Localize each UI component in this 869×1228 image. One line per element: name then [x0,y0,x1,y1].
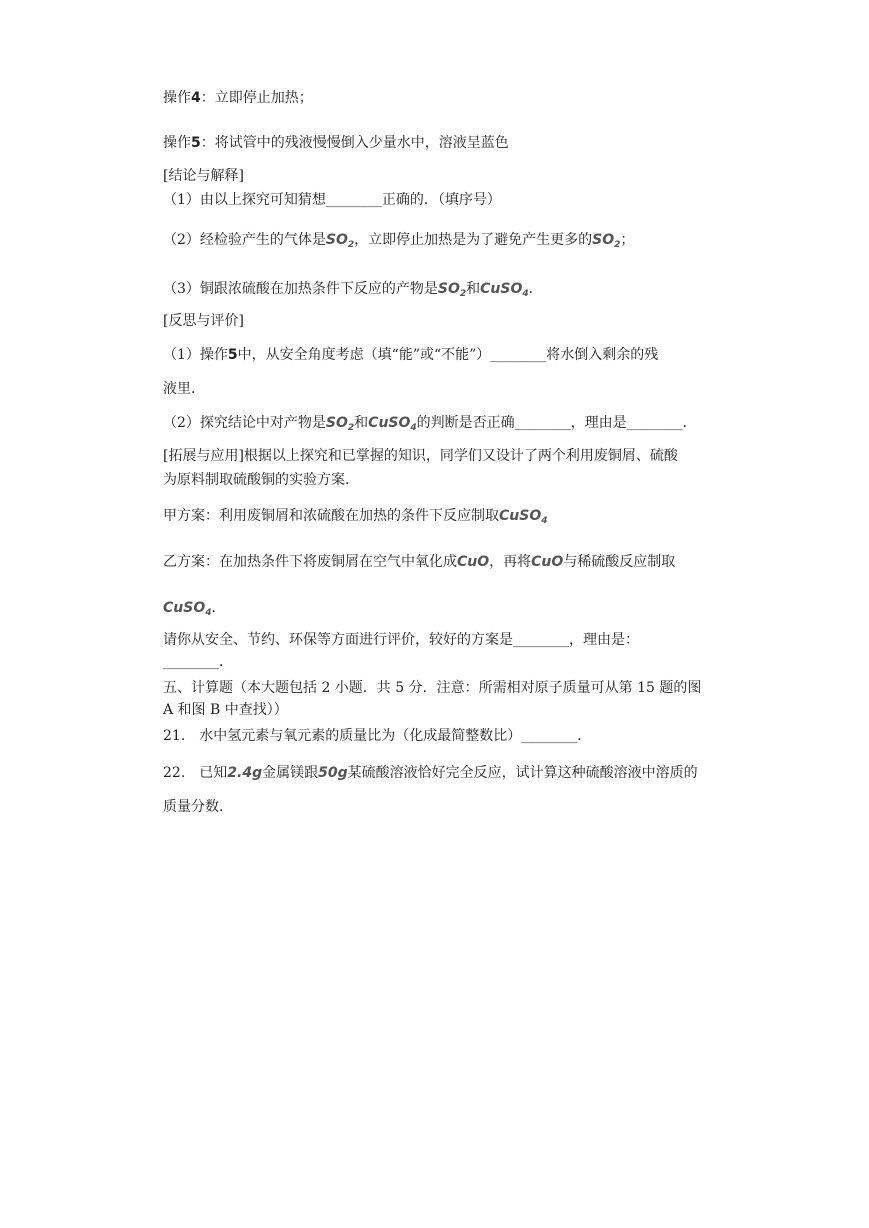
reflection-question-1-cont: 液里． [163,381,205,397]
reflection-heading: [反思与评价] [163,313,244,329]
conclusion-question-3: （3）铜跟浓硫酸在加热条件下反应的产物是$SO_2$和CuSO$_4$． [163,281,543,299]
extension-line-1: [拓展与应用]根据以上探究和已掌握的知识，同学们又设计了两个利用废铜屑、硫酸 [163,448,678,464]
operation-4: 操作4：立即停止加热； [163,90,313,106]
question-22-cont: 质量分数． [163,799,233,815]
reflection-question-2: （2）探究结论中对产物是$SO_2$和CuSO$_4$的判断是否正确________，理由是________． [163,415,697,433]
mass-magnesium: 2.4g [227,765,263,781]
plan-b-cont: CuSO$_4$． [163,600,226,618]
operation-5: 操作5：将试管中的残液慢慢倒入少量水中，溶液呈蓝色 [163,135,509,151]
formula-so2: $SO_2$ [437,281,467,299]
evaluation-blank: ________． [163,654,233,670]
plan-a: 甲方案：利用废铜屑和浓硫酸在加热的条件下反应制取CuSO$_4$ [163,508,548,526]
formula-cuso4: CuSO$_4$ [480,281,529,299]
mass-solution: 50g [318,765,348,781]
question-22: 22. 已知2.4g金属镁跟50g某硫酸溶液恰好完全反应，试计算这种硫酸溶液中溶质的 [163,765,698,781]
section-5-heading: 五、计算题（本大题包括 2 小题．共 5 分．注意：所需相对原子质量可从第 15 题的图 [163,680,702,696]
formula-cuo: CuO [457,554,490,570]
evaluation-question: 请你从安全、节约、环保等方面进行评价，较好的方案是________，理由是： [163,632,639,648]
extension-line-2: 为原料制取硫酸铜的实验方案． [163,472,359,488]
section-5-heading-cont: A 和图 B 中查找）） [163,702,288,718]
formula-cuso4: CuSO$_4$ [163,600,212,618]
formula-so2: $SO_2$ [325,232,355,250]
formula-so2: $SO_2$ [325,415,355,433]
reflection-question-1: （1）操作5中，从安全角度考虑（填“能”或“不能”）________将水倒入剩余的残 [163,347,659,363]
formula-so2: $SO_2$ [592,232,621,250]
formula-cuso4: CuSO$_4$ [499,508,548,526]
plan-b: 乙方案：在加热条件下将废铜屑在空气中氧化成CuO，再将CuO与稀硫酸反应制取 [163,554,676,570]
question-21: 21. 水中氢元素与氧元素的质量比为（化成最简整数比）________． [163,728,592,744]
formula-cuso4: CuSO$_4$ [368,415,417,433]
conclusion-question-1: （1）由以上探究可知猜想________正确的．（填序号） [163,192,501,208]
formula-cuo: CuO [531,554,564,570]
conclusion-heading: [结论与解释] [163,168,244,184]
conclusion-question-2: （2）经检验产生的气体是$SO_2$，立即停止加热是为了避免产生更多的$SO_2$； [163,232,635,250]
